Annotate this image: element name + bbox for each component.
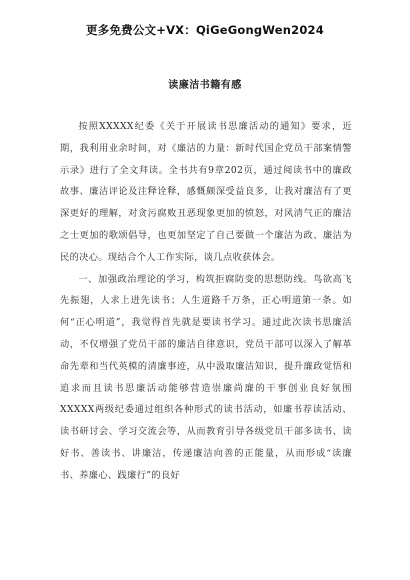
paragraph: 按照XXXXX纪委《关于开展读书思廉活动的通知》要求，近期，我利用业余时间，对《廉洁的力量：新时代国企党员干部案情警示录》进行了全文拜读。全书共有9章202页，通过阅读书中的廉政故事、廉洁评论及注释诠释，感慨颇深受益良多，让我对廉洁有了更深更好的理解，对贪污腐败丑恶现象更加的愤怒，对风清气正的廉洁之士更加的歌颂倡导，也更加坚定了自己要做一个廉洁为政、廉洁为民的决心。现结合个人工作实际，谈几点收获体会。 [60,121,352,263]
document-body [60,116,352,487]
page-header: 更多免费公文+VX：QiGeGongWen2024 [86,23,324,37]
paragraph: 一、加强政治理论的学习，构筑拒腐防变的思想防线。鸟欲高飞先振翅，人求上进先读书；人生道路千万条，正心明道第一条。如何“正心明道”，我觉得首先就是要读书学习。通过此次读书思廉活动，不仅增强了党员干部的廉洁自律意识，党员干部可以深入了解革命先辈和当代英模的清廉事迹，从中汲取廉洁知识，提升廉政觉悟和追求而且读书思廉活动能够营造崇廉尚廉的干事创业良好氛围XXXXX两级纪委通过组织各种形式的读书活动，如廉书荐读活动、读书研讨会、学习交流会等，从而教育引导各级党员干部多读书、读好书、善读书、讲廉洁，传递廉洁向善的正能量，从而形成“读廉书、养廉心、践廉行”的良好 [60,273,352,481]
document-title: 读廉洁书籍有感 [168,80,242,91]
